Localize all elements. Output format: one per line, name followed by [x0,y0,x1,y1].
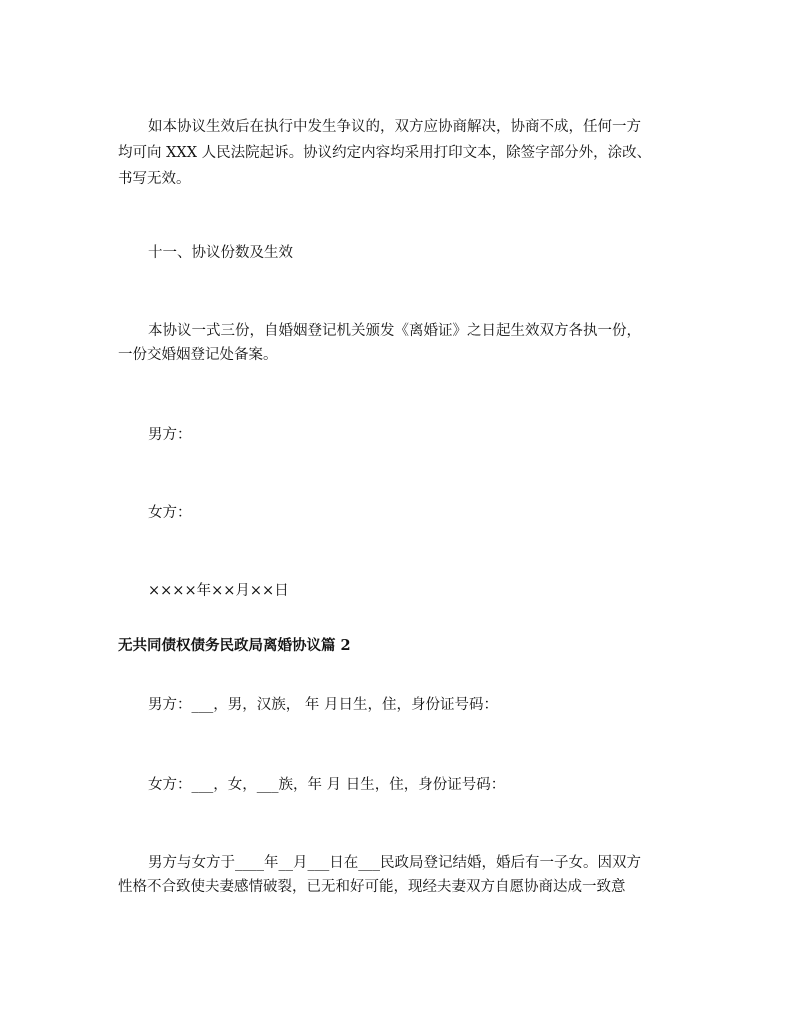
paragraph-copies-line-2: 一份交婚姻登记处备案。 [118,347,278,363]
paragraph-dispute-line-2: 均可向 XXX 人民法院起诉。协议约定内容均采用打印文本，除签字部分外，涂改、 [118,145,652,161]
paragraph-copies-line-1: 本协议一式三份，自婚姻登记机关颁发《离婚证》之日起生效双方各执一份， [148,323,641,339]
male-info-line: 男方：___，男，汉族， 年 月日生，住，身份证号码： [148,697,498,713]
paragraph-marriage-line-2: 性格不合致使夫妻感情破裂，已无和好可能，现经夫妻双方自愿协商达成一致意 [118,879,626,895]
male-signature-label: 男方： [148,427,192,443]
paragraph-dispute-line-1: 如本协议生效后在执行中发生争议的，双方应协商解决，协商不成，任何一方 [148,119,641,135]
section-title-copies-effect: 十一、协议份数及生效 [148,245,293,261]
female-signature-label: 女方： [148,505,192,521]
paragraph-dispute-line-3: 书写无效。 [118,171,191,187]
date-line: ××××年××月××日 [148,583,289,599]
agreement-heading-2: 无共同债权债务民政局离婚协议篇 2 [118,637,351,654]
female-info-line: 女方：___，女，___族，年 月 日生，住，身份证号码： [148,777,506,793]
paragraph-marriage-line-1: 男方与女方于____年__月___日在___民政局登记结婚，婚后有一子女。因双方 [148,855,641,871]
